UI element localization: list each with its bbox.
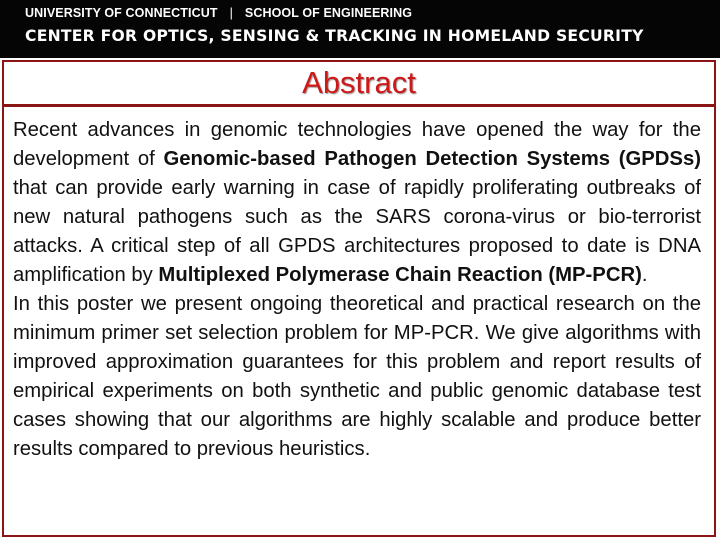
paragraph-1-text-b: that can provide early warning in case of rapidly proliferating outbreaks of new natural pathogens such as the SARS corona-virus or bio-terrorist attacks. A critical step of all GPDS architectures proposed to date is DNA amplification by: [13, 177, 701, 286]
title-divider: [4, 104, 714, 107]
header-banner: [0, 0, 720, 58]
abstract-paragraph-2: In this poster we present ongoing theoretical and practical research on the minimum primer set selection problem for MP-PCR. We give algorithms with improved approximation guarantees for this problem and report results of empirical experiments on both synthetic and public genomic database test cases showing that our algorithms are highly scalable and produce better results compared to previous heuristics.: [13, 293, 701, 460]
university-line: [25, 6, 412, 20]
center-name: CENTER FOR OPTICS, SENSING & TRACKING IN HOMELAND SECURITY: [25, 27, 644, 45]
mp-pcr-term: Multiplexed Polymerase Chain Reaction (MP-PCR): [158, 264, 642, 286]
page-title: Abstract: [302, 65, 416, 100]
paragraph-1-text-a: Recent advances in genomic technologies have opened the way for the development of: [13, 119, 701, 170]
school-name: SCHOOL OF ENGINEERING: [244, 6, 413, 20]
gpds-term: Genomic-based Pathogen Detection Systems (GPDSs): [163, 148, 701, 170]
university-name: UNIVERSITY OF CONNECTICUT: [25, 6, 218, 20]
abstract-body: [13, 116, 701, 464]
paragraph-1-text-c: .: [641, 264, 648, 286]
abstract-paragraph-1: [13, 116, 701, 290]
title-bar: [4, 62, 714, 104]
header-separator: |: [229, 6, 233, 20]
